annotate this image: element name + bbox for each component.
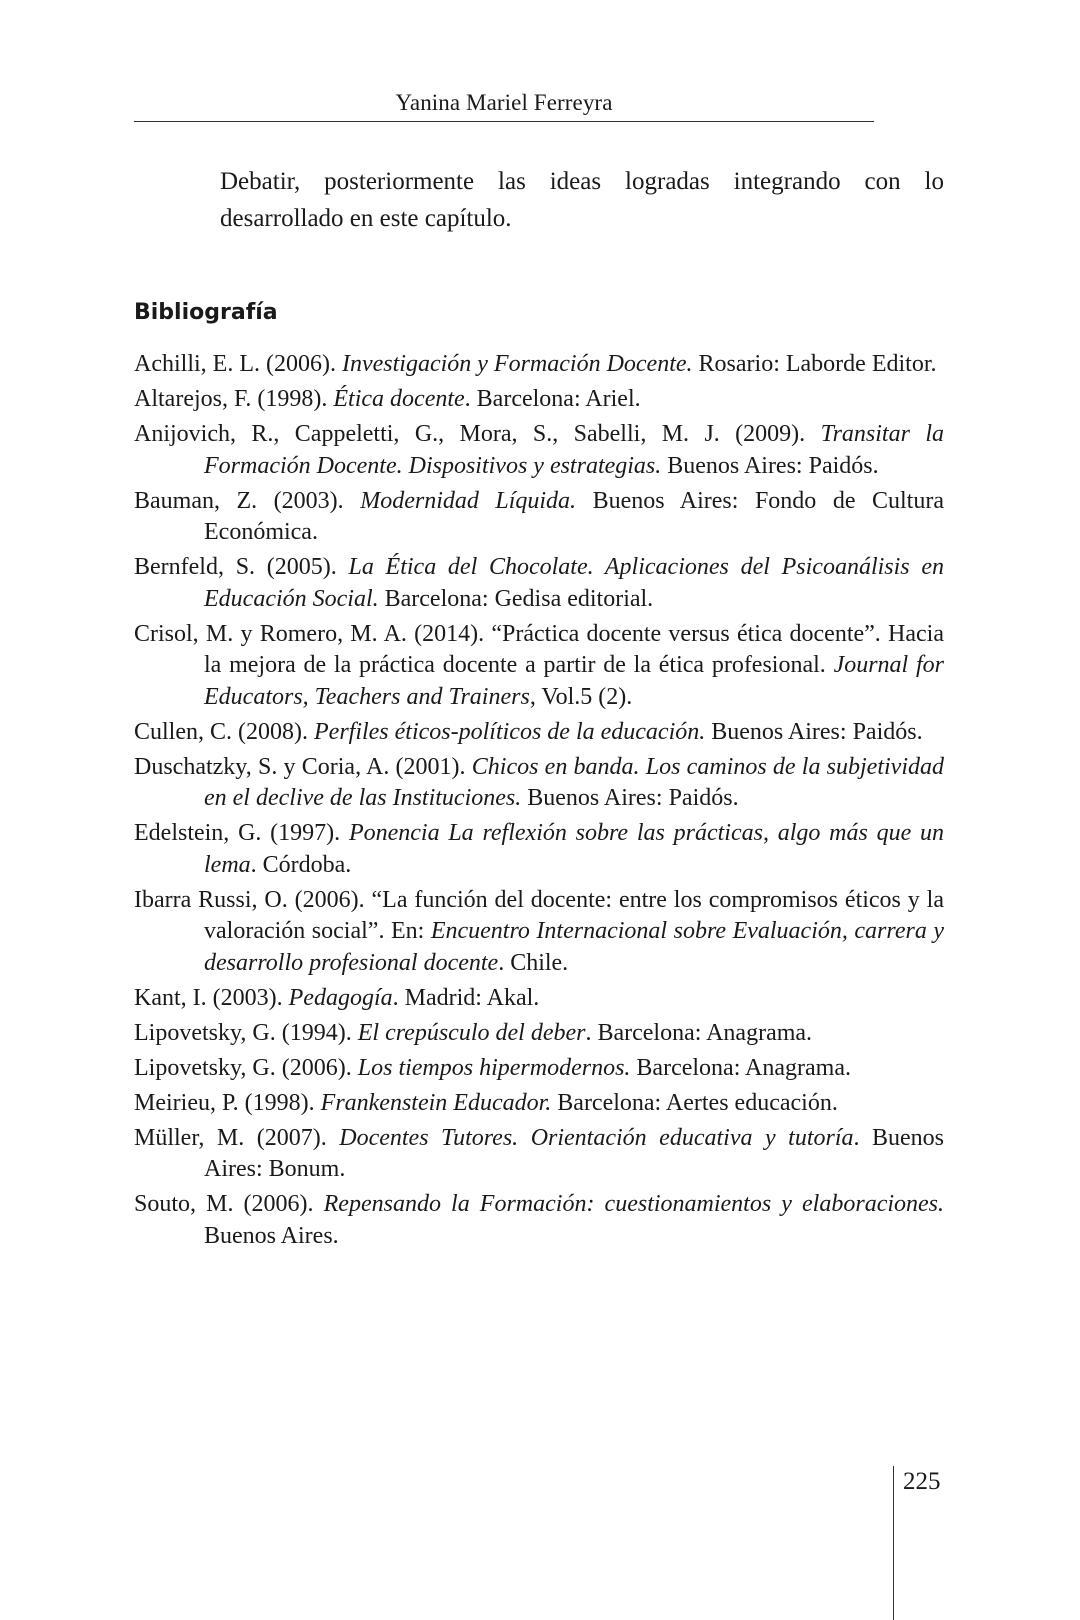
reference-entry — [134, 486, 944, 549]
ref-publisher: Barcelona: Aertes educación. — [551, 1089, 838, 1116]
ref-title: Ética docente — [333, 386, 465, 412]
ref-publisher: Buenos Aires: Fondo de Cultura Económica. — [204, 487, 944, 545]
ref-publisher: . Chile. — [498, 949, 569, 976]
reference-entry — [134, 384, 944, 416]
reference-entry — [134, 419, 944, 482]
ref-authors: Bauman, Z. (2003). — [134, 487, 361, 514]
ref-title: Los tiempos hipermodernos. — [357, 1054, 631, 1081]
reference-entry — [134, 752, 944, 815]
reference-entry — [134, 818, 944, 881]
ref-publisher: . Córdoba. — [250, 851, 352, 878]
bibliography-list — [134, 349, 944, 1256]
ref-title: Journal for Educators, Teachers and Trainers — [204, 652, 944, 710]
ref-authors: Müller, M. (2007). — [134, 1124, 340, 1151]
reference-entry — [134, 717, 944, 749]
page-number: 225 — [903, 1468, 941, 1495]
ref-authors: Anijovich, R., Cappeletti, G., Mora, S., Sabelli, M. J. (2009). — [134, 421, 821, 447]
reference-entry — [134, 983, 944, 1015]
ref-publisher: Buenos Aires: Paidós. — [705, 718, 923, 745]
ref-publisher: . Barcelona: Ariel. — [464, 386, 641, 412]
ref-authors: Kant, I. (2003). — [134, 984, 289, 1011]
reference-entry — [134, 1189, 944, 1252]
ref-title: Perfiles éticos-políticos de la educación. — [314, 718, 706, 745]
ref-publisher: . Madrid: Akal. — [392, 984, 540, 1011]
ref-title: Investigación y Formación Docente. — [341, 351, 693, 377]
ref-title: Modernidad Líquida. — [360, 487, 577, 514]
ref-title: Frankenstein Educador. — [320, 1089, 552, 1116]
ref-publisher: Rosario: Laborde Editor. — [692, 351, 937, 377]
reference-entry — [134, 1018, 944, 1050]
ref-publisher: . Barcelona: Anagrama. — [585, 1019, 813, 1046]
ref-title: Encuentro Internacional sobre Evaluación, carrera y desarrollo profesional docente — [204, 918, 944, 976]
header-rule — [134, 121, 874, 122]
ref-authors: Lipovetsky, G. (1994). — [134, 1019, 358, 1046]
ref-authors: Altarejos, F. (1998). — [134, 386, 334, 412]
reference-entry — [134, 1123, 944, 1186]
ref-title: Docentes Tutores. Orientación educativa y tutoría — [339, 1124, 854, 1151]
ref-publisher: , Vol.5 (2). — [529, 683, 633, 710]
ref-title: Chicos en banda. Los caminos de la subjetividad en el declive de las Instituciones. — [204, 753, 944, 811]
ref-title: El crepúsculo del deber — [357, 1019, 586, 1046]
intro-paragraph: Debatir, posteriormente las ideas logradas integrando con lo desarrollado en este capítulo. — [220, 168, 944, 232]
ref-authors: Achilli, E. L. (2006). — [134, 351, 342, 377]
ref-authors: Meirieu, P. (1998). — [134, 1089, 321, 1116]
ref-title: Repensando la Formación: cuestionamientos y elaboraciones. — [323, 1191, 945, 1217]
page-number-rule — [893, 1466, 894, 1620]
ref-publisher: Barcelona: Anagrama. — [630, 1054, 851, 1081]
reference-entry — [134, 1053, 944, 1085]
ref-title: Ponencia La reflexión sobre las prácticas, algo más que un lema — [204, 820, 945, 878]
reference-entry — [134, 349, 944, 381]
ref-authors: Duschatzky, S. y Coria, A. (2001). — [134, 753, 472, 780]
ref-publisher: Buenos Aires: Paidós. — [521, 785, 739, 811]
ref-title: Pedagogía — [288, 984, 393, 1011]
ref-authors: Ibarra Russi, O. (2006). “La función del docente: entre los compromisos éticos y la valoración social”. En: — [134, 886, 944, 944]
ref-publisher: Barcelona: Gedisa editorial. — [384, 585, 654, 612]
ref-title: La Ética del Chocolate. Aplicaciones del Psicoanálisis en Educación Social. — [204, 554, 945, 612]
running-head: Yanina Mariel Ferreyra — [395, 90, 613, 115]
ref-authors: Souto, M. (2006). — [134, 1191, 324, 1217]
ref-title: Transitar la Formación Docente. Dispositivos y estrategias. — [204, 421, 945, 479]
ref-authors: Cullen, C. (2008). — [134, 718, 314, 745]
ref-authors: Crisol, M. y Romero, M. A. (2014). “Práctica docente versus ética docente”. Hacia la mejora de la práctica docente a partir de la ética profesional. — [134, 620, 944, 678]
ref-authors: Edelstein, G. (1997). — [134, 820, 349, 846]
ref-authors: Bernfeld, S. (2005). — [134, 554, 349, 580]
ref-publisher: Buenos Aires: Paidós. — [661, 452, 879, 479]
section-heading: Bibliografía — [134, 300, 278, 325]
ref-publisher: Buenos Aires. — [204, 1222, 339, 1249]
reference-entry — [134, 885, 944, 980]
ref-publisher: . Buenos Aires: Bonum. — [204, 1124, 945, 1182]
reference-entry — [134, 552, 944, 615]
ref-authors: Lipovetsky, G. (2006). — [134, 1054, 358, 1081]
reference-entry — [134, 619, 944, 714]
reference-entry — [134, 1088, 944, 1120]
